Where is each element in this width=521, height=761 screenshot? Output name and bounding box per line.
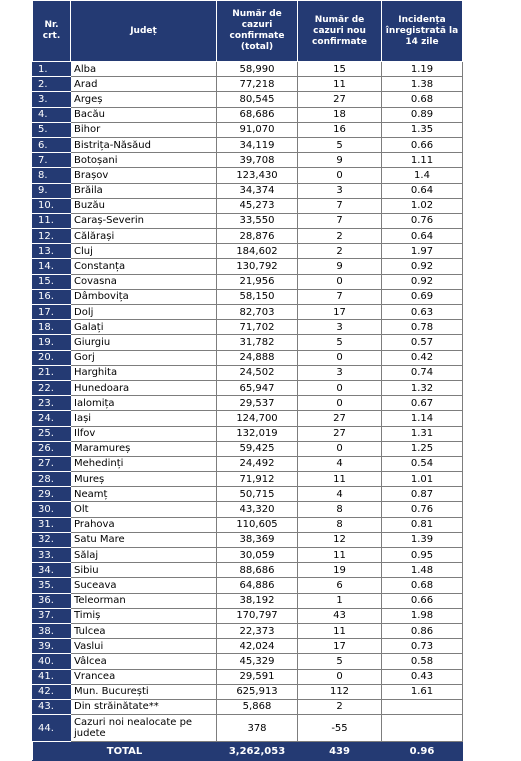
new-cases: 27 <box>298 92 382 107</box>
county-name: Ialomița <box>71 396 217 411</box>
incidence-14d: 0.66 <box>382 593 463 608</box>
total-cases: 34,374 <box>217 183 298 198</box>
total-cases: 24,502 <box>217 365 298 380</box>
row-number: 31. <box>33 517 71 532</box>
new-cases: 6 <box>298 578 382 593</box>
row-number: 6. <box>33 137 71 152</box>
county-name: Buzău <box>71 198 217 213</box>
row-number: 12. <box>33 229 71 244</box>
county-name: Bihor <box>71 122 217 137</box>
incidence-14d: 0.76 <box>382 502 463 517</box>
table-row <box>33 669 463 684</box>
total-cases: 124,700 <box>217 411 298 426</box>
table-row <box>33 213 463 228</box>
table-row <box>33 684 463 699</box>
county-name: Prahova <box>71 517 217 532</box>
county-name: Mureș <box>71 472 217 487</box>
county-name: Ilfov <box>71 426 217 441</box>
covid-county-table <box>32 0 463 761</box>
new-cases: 4 <box>298 487 382 502</box>
row-number: 29. <box>33 487 71 502</box>
table-row <box>33 472 463 487</box>
table-row <box>33 441 463 456</box>
table-row <box>33 229 463 244</box>
table-row <box>33 289 463 304</box>
incidence-14d: 0.58 <box>382 654 463 669</box>
new-cases: 5 <box>298 137 382 152</box>
table-row <box>33 122 463 137</box>
incidence-14d: 1.19 <box>382 62 463 77</box>
row-number: 37. <box>33 608 71 623</box>
total-cases: 123,430 <box>217 168 298 183</box>
county-name: Tulcea <box>71 623 217 638</box>
row-number: 5. <box>33 122 71 137</box>
incidence-14d: 1.97 <box>382 244 463 259</box>
incidence-14d: 0.86 <box>382 623 463 638</box>
row-number: 42. <box>33 684 71 699</box>
total-cases: 24,492 <box>217 456 298 471</box>
county-name: Caraș-Severin <box>71 213 217 228</box>
incidence-14d: 1.25 <box>382 441 463 456</box>
header-incidence: Incidența înregistrată la 14 zile <box>382 1 463 62</box>
incidence-14d: 1.61 <box>382 684 463 699</box>
county-name: Iași <box>71 411 217 426</box>
table-row <box>33 274 463 289</box>
table-row <box>33 305 463 320</box>
new-cases: 19 <box>298 563 382 578</box>
new-cases: 5 <box>298 654 382 669</box>
row-number: 26. <box>33 441 71 456</box>
total-cases: 45,273 <box>217 198 298 213</box>
county-name: Brăila <box>71 183 217 198</box>
row-number: 30. <box>33 502 71 517</box>
table-row <box>33 487 463 502</box>
row-number: 41. <box>33 669 71 684</box>
incidence-14d: 1.14 <box>382 411 463 426</box>
new-cases: 0 <box>298 350 382 365</box>
table-row <box>33 715 463 742</box>
row-number: 39. <box>33 639 71 654</box>
new-cases: 43 <box>298 608 382 623</box>
total-cases: 38,192 <box>217 593 298 608</box>
incidence-14d: 0.78 <box>382 320 463 335</box>
row-number: 34. <box>33 563 71 578</box>
total-cases: 91,070 <box>217 122 298 137</box>
header-nr: Nr. crt. <box>33 1 71 62</box>
new-cases: 12 <box>298 532 382 547</box>
county-name: Dolj <box>71 305 217 320</box>
row-number: 35. <box>33 578 71 593</box>
new-cases: 11 <box>298 623 382 638</box>
table-row <box>33 456 463 471</box>
header-row <box>33 1 463 62</box>
table-row <box>33 548 463 563</box>
county-name: Mehedinți <box>71 456 217 471</box>
new-cases: 0 <box>298 396 382 411</box>
new-cases: 17 <box>298 639 382 654</box>
total-cases: 71,912 <box>217 472 298 487</box>
table-row <box>33 608 463 623</box>
total-cases: 58,990 <box>217 62 298 77</box>
county-name: Cazuri noi nealocate pe judete <box>71 715 217 742</box>
header-new-cases: Număr de cazuri nou confirmate <box>298 1 382 62</box>
county-name: Din străinătate** <box>71 699 217 714</box>
table-row <box>33 168 463 183</box>
table-row <box>33 623 463 638</box>
total-cases: 28,876 <box>217 229 298 244</box>
row-number: 44. <box>33 715 71 742</box>
total-cases: 132,019 <box>217 426 298 441</box>
county-name: Gorj <box>71 350 217 365</box>
table-row <box>33 77 463 92</box>
county-name: Vrancea <box>71 669 217 684</box>
row-number: 27. <box>33 456 71 471</box>
incidence-14d: 0.64 <box>382 229 463 244</box>
row-number: 2. <box>33 77 71 92</box>
incidence-14d: 1.02 <box>382 198 463 213</box>
table-row <box>33 350 463 365</box>
row-number: 4. <box>33 107 71 122</box>
new-cases: 112 <box>298 684 382 699</box>
county-name: Sibiu <box>71 563 217 578</box>
table-row <box>33 563 463 578</box>
county-name: Constanța <box>71 259 217 274</box>
table-row <box>33 639 463 654</box>
table-row <box>33 320 463 335</box>
county-name: Dâmbovița <box>71 289 217 304</box>
new-cases: 27 <box>298 426 382 441</box>
county-name: Teleorman <box>71 593 217 608</box>
new-cases: 8 <box>298 517 382 532</box>
incidence-14d: 1.48 <box>382 563 463 578</box>
new-cases: 27 <box>298 411 382 426</box>
new-cases: 2 <box>298 229 382 244</box>
incidence-14d: 1.32 <box>382 380 463 395</box>
total-cases: 50,715 <box>217 487 298 502</box>
county-name: Arad <box>71 77 217 92</box>
total-cases: 82,703 <box>217 305 298 320</box>
row-number: 7. <box>33 153 71 168</box>
total-label: TOTAL <box>33 742 217 761</box>
new-cases: 4 <box>298 456 382 471</box>
incidence-14d: 0.57 <box>382 335 463 350</box>
new-cases: 3 <box>298 320 382 335</box>
incidence-14d: 0.74 <box>382 365 463 380</box>
table-row <box>33 517 463 532</box>
table-row <box>33 532 463 547</box>
table-row <box>33 183 463 198</box>
total-cases: 30,059 <box>217 548 298 563</box>
row-number: 38. <box>33 623 71 638</box>
new-cases: 7 <box>298 289 382 304</box>
incidence-14d: 1.35 <box>382 122 463 137</box>
total-cases: 43,320 <box>217 502 298 517</box>
row-number: 21. <box>33 365 71 380</box>
incidence-14d: 0.43 <box>382 669 463 684</box>
county-name: Argeș <box>71 92 217 107</box>
incidence-14d: 1.01 <box>382 472 463 487</box>
county-name: Maramureș <box>71 441 217 456</box>
table-row <box>33 502 463 517</box>
new-cases: 9 <box>298 153 382 168</box>
row-number: 16. <box>33 289 71 304</box>
table-row <box>33 654 463 669</box>
total-cases: 5,868 <box>217 699 298 714</box>
row-number: 1. <box>33 62 71 77</box>
incidence-14d: 0.95 <box>382 548 463 563</box>
table-row <box>33 335 463 350</box>
row-number: 32. <box>33 532 71 547</box>
total-cases: 39,708 <box>217 153 298 168</box>
county-name: Galați <box>71 320 217 335</box>
new-cases: 11 <box>298 472 382 487</box>
total-cases: 110,605 <box>217 517 298 532</box>
new-cases: 3 <box>298 365 382 380</box>
row-number: 25. <box>33 426 71 441</box>
county-name: Călărași <box>71 229 217 244</box>
total-cases: 625,913 <box>217 684 298 699</box>
incidence-14d <box>382 699 463 714</box>
total-cases: 29,591 <box>217 669 298 684</box>
table-row <box>33 699 463 714</box>
table-row <box>33 426 463 441</box>
new-cases: 11 <box>298 77 382 92</box>
table-row <box>33 198 463 213</box>
county-name: Hunedoara <box>71 380 217 395</box>
row-number: 13. <box>33 244 71 259</box>
county-name: Vaslui <box>71 639 217 654</box>
total-cases: 42,024 <box>217 639 298 654</box>
new-cases: 0 <box>298 441 382 456</box>
incidence-14d: 1.38 <box>382 77 463 92</box>
total-cases: 31,782 <box>217 335 298 350</box>
row-number: 36. <box>33 593 71 608</box>
new-cases: 18 <box>298 107 382 122</box>
row-number: 22. <box>33 380 71 395</box>
incidence-14d: 1.39 <box>382 532 463 547</box>
new-cases: 11 <box>298 548 382 563</box>
county-name: Alba <box>71 62 217 77</box>
new-cases: -55 <box>298 715 382 742</box>
table-row <box>33 153 463 168</box>
total-cases: 24,888 <box>217 350 298 365</box>
table-row <box>33 365 463 380</box>
row-number: 19. <box>33 335 71 350</box>
county-name: Covasna <box>71 274 217 289</box>
table-row <box>33 259 463 274</box>
table-row <box>33 92 463 107</box>
incidence-14d: 0.66 <box>382 137 463 152</box>
total-cases: 170,797 <box>217 608 298 623</box>
row-number: 3. <box>33 92 71 107</box>
table-row <box>33 411 463 426</box>
incidence-14d: 0.63 <box>382 305 463 320</box>
incidence-14d: 0.76 <box>382 213 463 228</box>
county-name: Mun. București <box>71 684 217 699</box>
new-cases: 7 <box>298 198 382 213</box>
total-cases-sum: 3,262,053 <box>217 742 298 761</box>
new-cases: 17 <box>298 305 382 320</box>
total-cases: 33,550 <box>217 213 298 228</box>
new-cases: 3 <box>298 183 382 198</box>
incidence-14d: 0.67 <box>382 396 463 411</box>
county-name: Olt <box>71 502 217 517</box>
total-cases: 45,329 <box>217 654 298 669</box>
county-name: Neamț <box>71 487 217 502</box>
table-row <box>33 396 463 411</box>
incidence-14d: 1.31 <box>382 426 463 441</box>
new-cases: 0 <box>298 168 382 183</box>
incidence-14d: 0.73 <box>382 639 463 654</box>
incidence-14d: 0.68 <box>382 578 463 593</box>
incidence-14d: 0.92 <box>382 259 463 274</box>
row-number: 40. <box>33 654 71 669</box>
incidence-14d: 0.54 <box>382 456 463 471</box>
county-name: Botoșani <box>71 153 217 168</box>
county-name: Bacău <box>71 107 217 122</box>
table-row <box>33 137 463 152</box>
header-judet: Județ <box>71 1 217 62</box>
total-cases: 58,150 <box>217 289 298 304</box>
county-name: Brașov <box>71 168 217 183</box>
total-cases: 88,686 <box>217 563 298 578</box>
new-cases: 2 <box>298 699 382 714</box>
incidence-14d: 1.4 <box>382 168 463 183</box>
county-name: Cluj <box>71 244 217 259</box>
total-incidence: 0.96 <box>382 742 463 761</box>
total-cases: 38,369 <box>217 532 298 547</box>
county-name: Harghita <box>71 365 217 380</box>
total-cases: 68,686 <box>217 107 298 122</box>
table-row <box>33 593 463 608</box>
total-cases: 59,425 <box>217 441 298 456</box>
county-name: Satu Mare <box>71 532 217 547</box>
total-cases: 378 <box>217 715 298 742</box>
row-number: 18. <box>33 320 71 335</box>
new-cases: 1 <box>298 593 382 608</box>
table-row <box>33 380 463 395</box>
incidence-14d: 0.69 <box>382 289 463 304</box>
row-number: 15. <box>33 274 71 289</box>
incidence-14d: 0.81 <box>382 517 463 532</box>
new-cases: 2 <box>298 244 382 259</box>
row-number: 43. <box>33 699 71 714</box>
row-number: 33. <box>33 548 71 563</box>
new-cases: 7 <box>298 213 382 228</box>
table-row <box>33 244 463 259</box>
total-cases: 77,218 <box>217 77 298 92</box>
total-cases: 29,537 <box>217 396 298 411</box>
county-name: Sălaj <box>71 548 217 563</box>
new-cases: 0 <box>298 380 382 395</box>
incidence-14d <box>382 715 463 742</box>
total-cases: 71,702 <box>217 320 298 335</box>
total-cases: 21,956 <box>217 274 298 289</box>
incidence-14d: 0.87 <box>382 487 463 502</box>
row-number: 14. <box>33 259 71 274</box>
county-name: Giurgiu <box>71 335 217 350</box>
new-cases: 8 <box>298 502 382 517</box>
new-cases: 9 <box>298 259 382 274</box>
total-cases: 65,947 <box>217 380 298 395</box>
table-row <box>33 62 463 77</box>
incidence-14d: 0.42 <box>382 350 463 365</box>
new-cases: 15 <box>298 62 382 77</box>
incidence-14d: 1.98 <box>382 608 463 623</box>
row-number: 10. <box>33 198 71 213</box>
incidence-14d: 0.89 <box>382 107 463 122</box>
table-row <box>33 107 463 122</box>
incidence-14d: 1.11 <box>382 153 463 168</box>
total-cases: 22,373 <box>217 623 298 638</box>
new-cases: 16 <box>298 122 382 137</box>
row-number: 9. <box>33 183 71 198</box>
county-name: Vâlcea <box>71 654 217 669</box>
new-cases: 5 <box>298 335 382 350</box>
incidence-14d: 0.64 <box>382 183 463 198</box>
total-cases: 64,886 <box>217 578 298 593</box>
county-name: Suceava <box>71 578 217 593</box>
header-total-cases: Număr de cazuri confirmate (total) <box>217 1 298 62</box>
total-cases: 184,602 <box>217 244 298 259</box>
table-body <box>33 62 463 742</box>
row-number: 8. <box>33 168 71 183</box>
row-number: 20. <box>33 350 71 365</box>
row-number: 23. <box>33 396 71 411</box>
new-cases: 0 <box>298 669 382 684</box>
total-cases: 34,119 <box>217 137 298 152</box>
row-number: 11. <box>33 213 71 228</box>
incidence-14d: 0.92 <box>382 274 463 289</box>
total-cases: 80,545 <box>217 92 298 107</box>
county-name: Timiș <box>71 608 217 623</box>
county-name: Bistrița-Năsăud <box>71 137 217 152</box>
incidence-14d: 0.68 <box>382 92 463 107</box>
row-number: 17. <box>33 305 71 320</box>
row-number: 28. <box>33 472 71 487</box>
total-cases: 130,792 <box>217 259 298 274</box>
new-cases: 0 <box>298 274 382 289</box>
row-number: 24. <box>33 411 71 426</box>
total-new-sum: 439 <box>298 742 382 761</box>
table-row <box>33 578 463 593</box>
total-row <box>33 742 463 761</box>
